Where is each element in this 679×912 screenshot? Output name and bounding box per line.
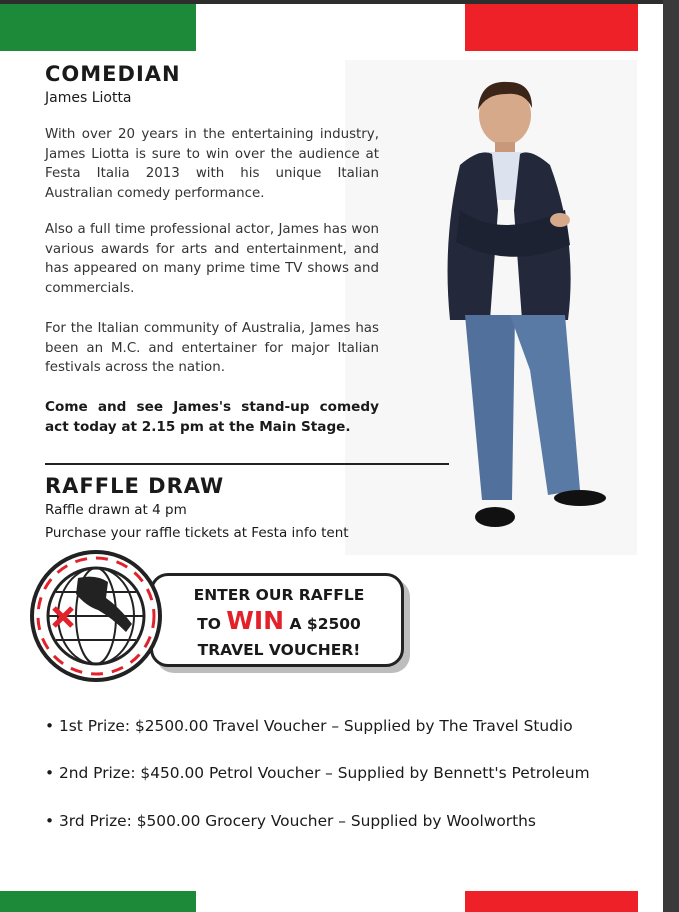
- comedian-bio-paragraph-2: Also a full time professional actor, James has won various awards for arts and entertainment, and has appeared on many prime time TV shows and commercials.: [45, 222, 379, 296]
- prize-item-2: • 2nd Prize: $450.00 Petrol Voucher – Supplied by Bennett's Petroleum: [45, 764, 590, 782]
- comedian-heading: COMEDIAN: [45, 62, 181, 86]
- comedian-bio-paragraph-3: For the Italian community of Australia, James has been an M.C. and entertainer for major Italian festivals across the nation.: [45, 321, 379, 375]
- comedian-showtime: Come and see James's stand-up comedy act today at 2.15 pm at the Main Stage.: [45, 399, 379, 435]
- red-bar-bottom: [465, 891, 638, 912]
- badge-line-1: ENTER OUR RAFFLE: [193, 586, 365, 604]
- prize-item-3: • 3rd Prize: $500.00 Grocery Voucher – Supplied by Woolworths: [45, 812, 536, 830]
- comedian-name: James Liotta: [45, 90, 132, 106]
- red-bar-top: [465, 4, 638, 51]
- raffle-badge: [150, 573, 404, 667]
- comedian-bio-paragraph-1: With over 20 years in the entertaining industry, James Liotta is sure to win over the audience at Festa Italia 2013 with his unique Italian Australian comedy performance.: [45, 127, 379, 201]
- raffle-heading: RAFFLE DRAW: [45, 474, 225, 498]
- comedian-photo: [420, 70, 620, 540]
- globe-icon: [28, 548, 164, 684]
- badge-line-2: [179, 608, 379, 637]
- badge-amount: A $2500: [289, 615, 361, 633]
- green-bar-bottom: [0, 891, 196, 912]
- badge-to: TO: [197, 615, 221, 633]
- right-border: [663, 0, 679, 912]
- section-divider: [45, 463, 449, 465]
- prize-item-1: • 1st Prize: $2500.00 Travel Voucher – Supplied by The Travel Studio: [45, 717, 573, 735]
- raffle-badge-text: [179, 582, 379, 663]
- raffle-purchase-info: Purchase your raffle tickets at Festa info tent: [45, 525, 349, 541]
- raffle-drawn-time: Raffle drawn at 4 pm: [45, 502, 187, 518]
- green-bar-top: [0, 4, 196, 51]
- badge-win: WIN: [226, 606, 285, 635]
- badge-line-3: TRAVEL VOUCHER!: [197, 641, 361, 659]
